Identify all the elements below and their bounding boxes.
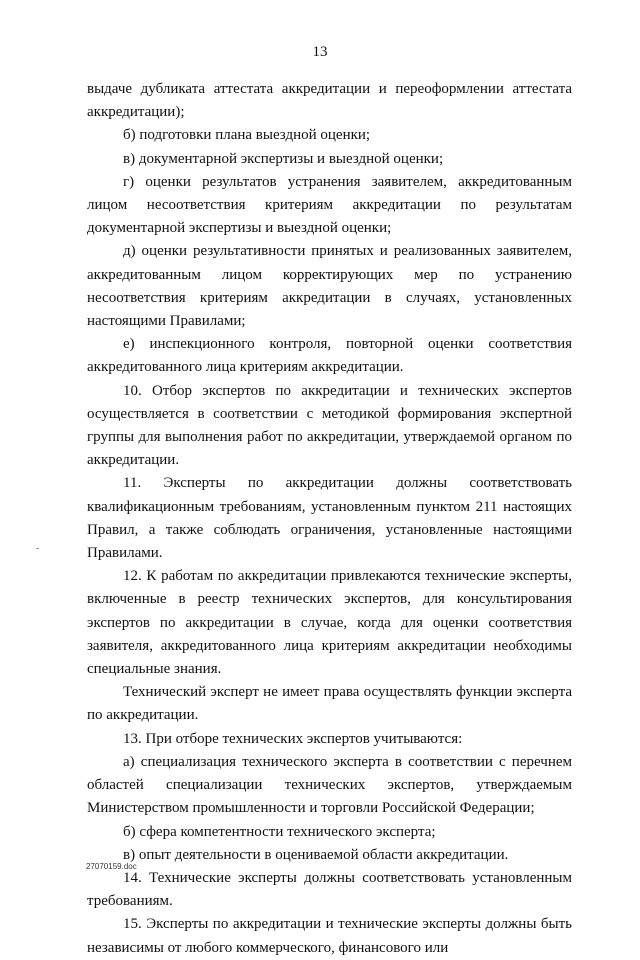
footer-filename: 27070159.doc	[86, 862, 137, 871]
paragraph: е) инспекционного контроля, повторной оценки соответствия аккредитованного лица критериям аккредитации.	[87, 336, 572, 376]
paragraph: в) опыт деятельности в оцениваемой области аккредитации.	[123, 846, 509, 863]
scan-mark	[36, 548, 39, 549]
page-number: 13	[312, 44, 328, 60]
paragraph: б) сфера компетентности технического эксперта;	[123, 823, 436, 840]
paragraph: д) оценки результативности принятых и реализованных заявителем, аккредитованным лицом корректирующих мер по устранению несоответствия критериям аккредитации в случаях, установленных настоящими Правилами;	[87, 243, 572, 330]
paragraph: 13. При отборе технических экспертов учитываются:	[123, 730, 463, 747]
paragraph: г) оценки результатов устранения заявителем, аккредитованным лицом несоответствия критериям аккредитации по результатам документарной экспертизы и выездной оценки;	[87, 173, 572, 237]
paragraph: 12. К работам по аккредитации привлекаются технические эксперты, включенные в реестр технических экспертов, для консультирования экспертов по аккредитации в случае, когда для оценки соответствия заявителя, аккредитованного лица критериям аккредитации необходимы специальные знания.	[87, 568, 572, 678]
paragraph: а) специализация технического эксперта в соответствии с перечнем областей специализации технических экспертов, утверждаемым Министерством промышленности и торговли Российской Федерации;	[87, 753, 572, 817]
paragraph: 14. Технические эксперты должны соответствовать установленным требованиям.	[87, 869, 572, 910]
paragraph: б) подготовки плана выездной оценки;	[123, 127, 371, 144]
paragraph: 10. Отбор экспертов по аккредитации и технических экспертов осуществляется в соответствии с методикой формирования экспертной группы для выполнения работ по аккредитации, утверждаемой органом по аккредитации.	[87, 382, 572, 469]
paragraph: выдаче дубликата аттестата аккредитации и переоформлении аттестата аккредитации);	[87, 81, 572, 121]
paragraph: Технический эксперт не имеет права осуществлять функции эксперта по аккредитации.	[87, 684, 572, 724]
paragraph: 11. Эксперты по аккредитации должны соответствовать квалификационным требованиям, установленным пунктом 211 настоящих Правил, а также соблюдать ограничения, установленные настоящими Правилами.	[87, 475, 572, 562]
paragraph: 15. Эксперты по аккредитации и технические эксперты должны быть независимы от любого коммерческого, финансового или	[87, 916, 572, 956]
paragraph: в) документарной экспертизы и выездной оценки;	[123, 150, 444, 167]
document-body	[87, 78, 572, 960]
